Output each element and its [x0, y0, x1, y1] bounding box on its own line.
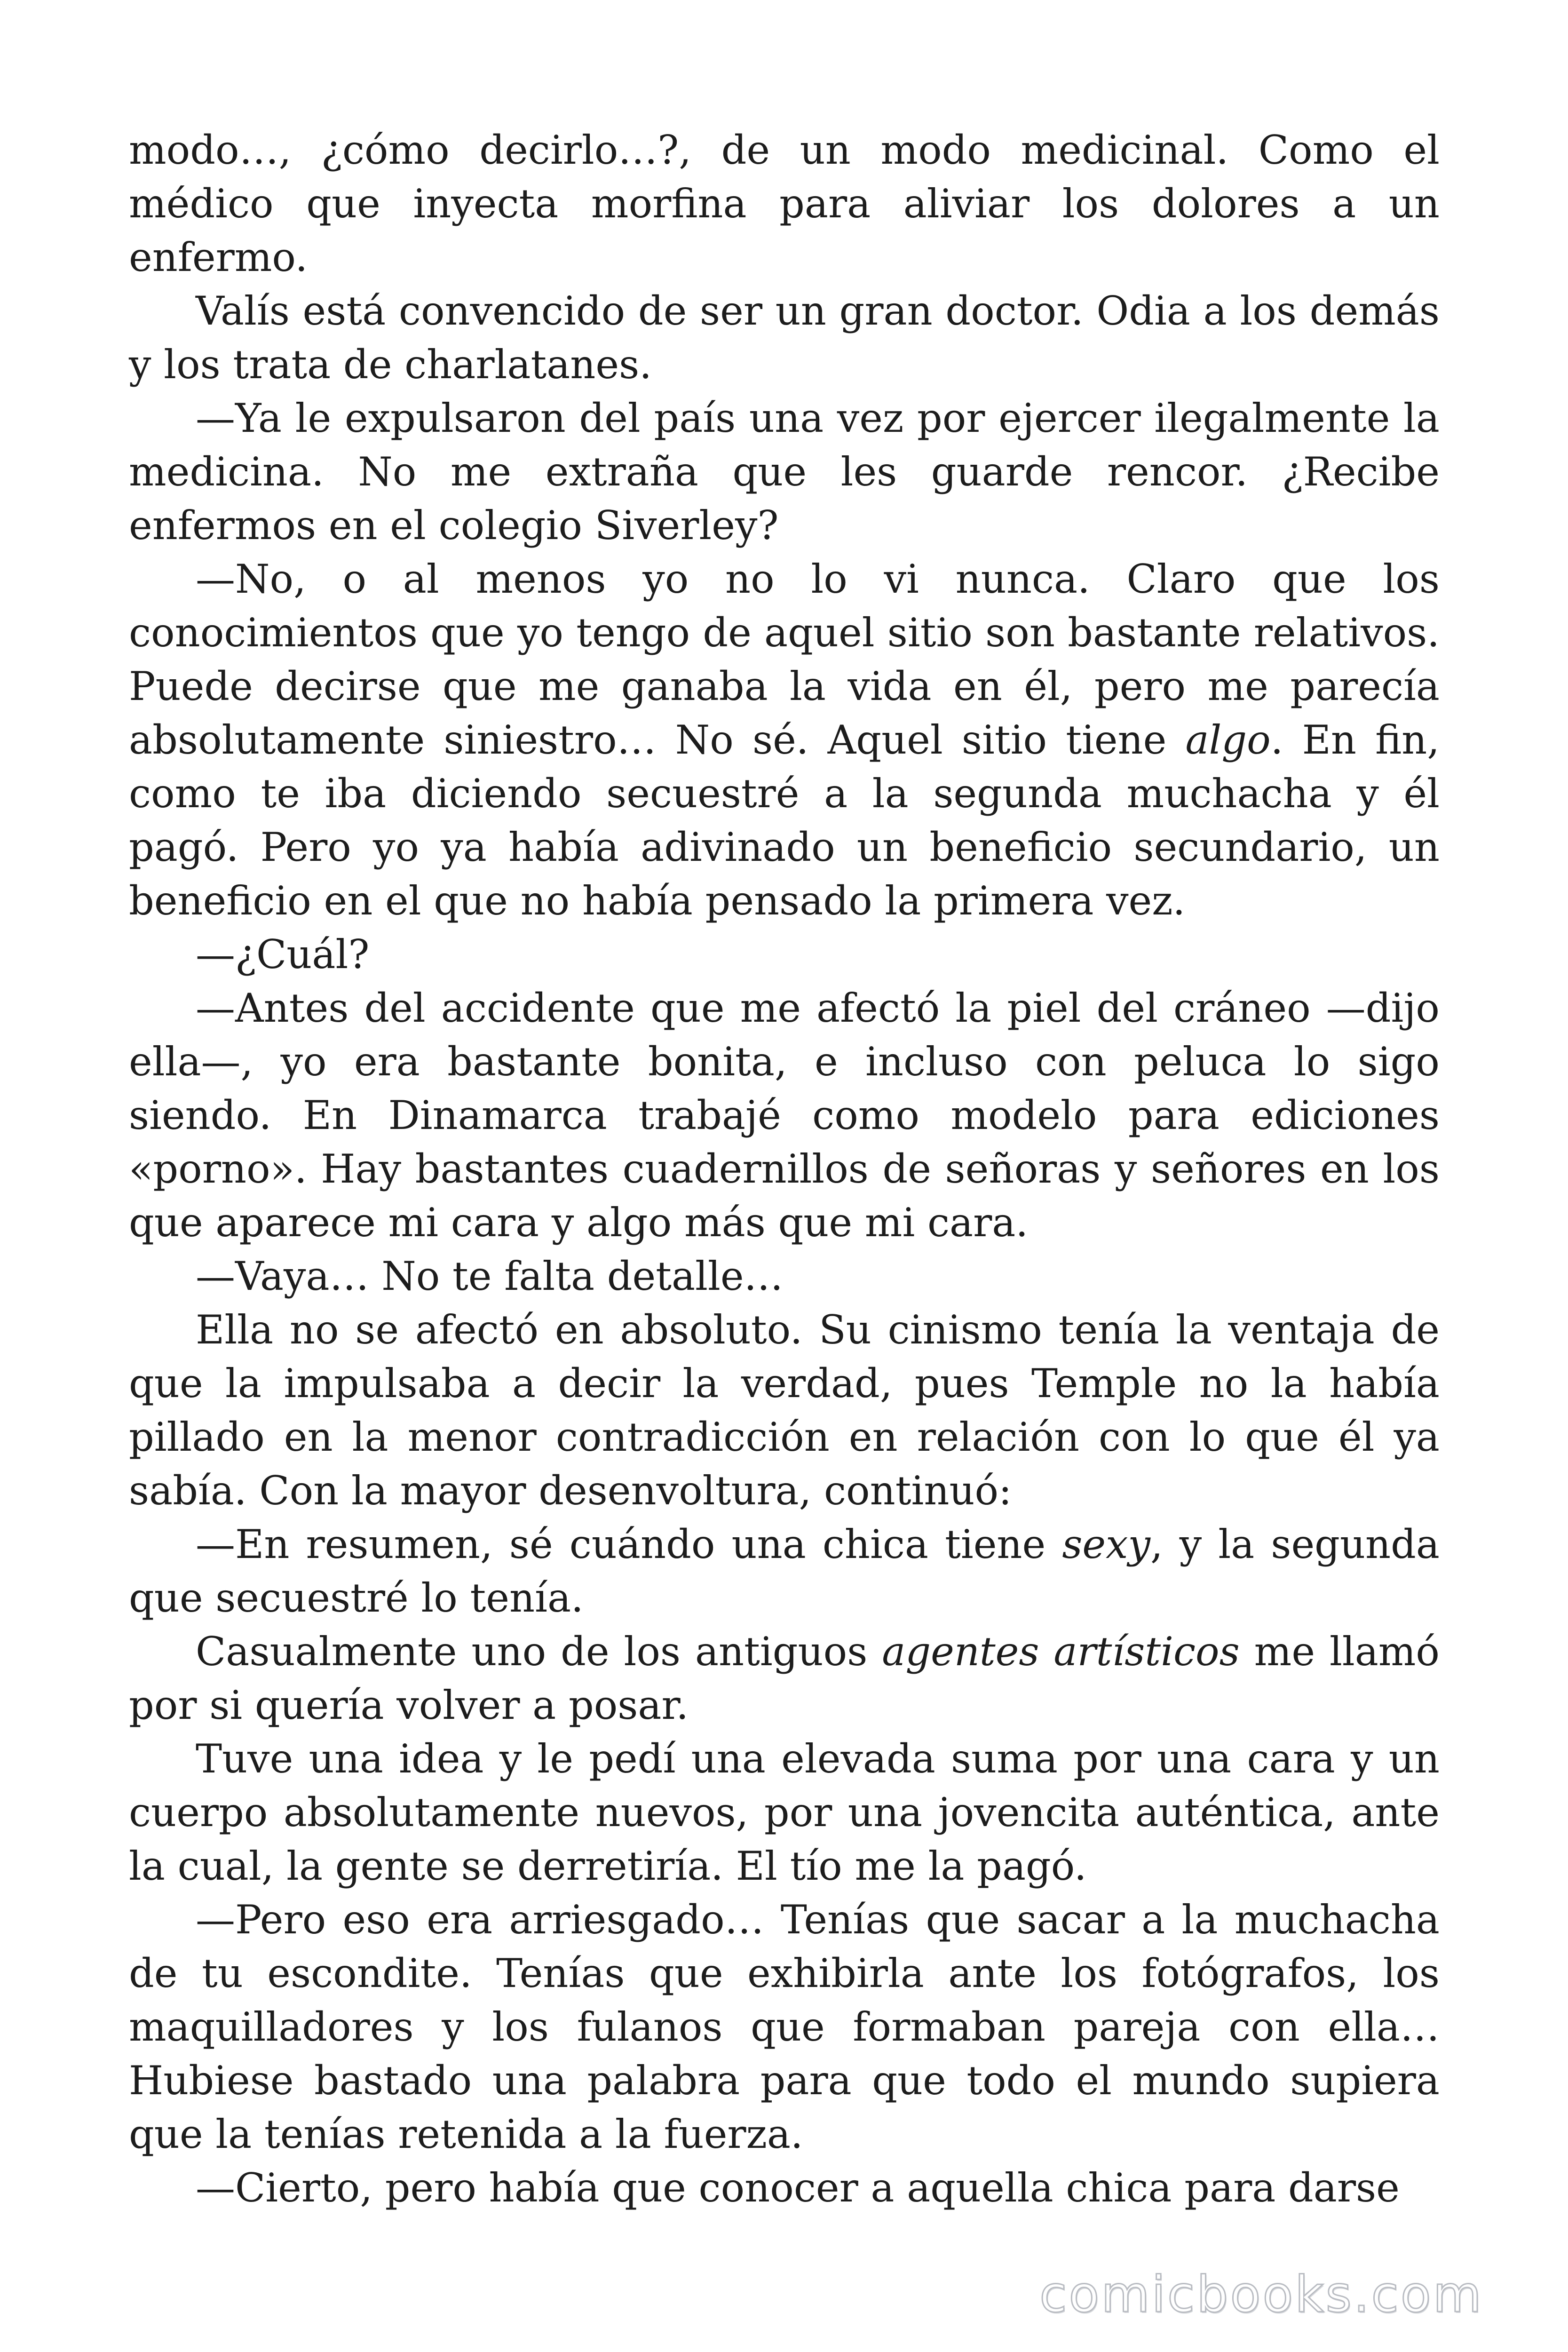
- text-run: Casualmente uno de los antiguos: [196, 1629, 882, 1675]
- text-run: —Cierto, pero había que conocer a aquella chica para darse: [196, 2165, 1400, 2211]
- paragraph: [129, 1732, 1440, 1893]
- text-run: —En resumen, sé cuándo una chica tiene: [196, 1521, 1062, 1567]
- text-run: —No, o al menos yo no lo vi nunca. Claro que los conocimientos que yo tengo de aquel sitio son bastante relativos. Puede decirse que me ganaba la vida en él, pero me parecía absolutamente siniestro… No sé. Aquel sitio tiene: [129, 556, 1440, 763]
- paragraph: [129, 123, 1440, 284]
- paragraph: [129, 1518, 1440, 1625]
- italic-text: agentes artísticos: [882, 1629, 1240, 1675]
- text-run: —Antes del accidente que me afectó la piel del cráneo —dijo ella—, yo era bastante bonita, e incluso con peluca lo sigo siendo. En Dinamarca trabajé como modelo para ediciones «porno». Hay bastantes cuadernillos de señoras y señores en los que aparece mi cara y algo más que mi cara.: [129, 985, 1440, 1246]
- text-run: —Vaya… No te falta detalle…: [196, 1253, 784, 1299]
- text-run: modo…, ¿cómo decirlo…?, de un modo medicinal. Como el médico que inyecta morfina para aliviar los dolores a un enfermo.: [129, 127, 1440, 280]
- paragraph: [129, 928, 1440, 981]
- text-run: , y la segunda que secuestré lo tenía.: [129, 1521, 1440, 1621]
- text-run: Valís está convencido de ser un gran doctor. Odia a los demás y los trata de charlatanes.: [129, 288, 1440, 388]
- text-run: Tuve una idea y le pedí una elevada suma por una cara y un cuerpo absolutamente nuevos, por una jovencita auténtica, ante la cual, la gente se derretiría. El tío me la pagó.: [129, 1736, 1440, 1889]
- paragraph: [129, 284, 1440, 391]
- text-run: —Pero eso era arriesgado… Tenías que sacar a la muchacha de tu escondite. Tenías que exhibirla ante los fotógrafos, los maquilladores y los fulanos que formaban pareja con ella… Hubiese bastado una palabra para que todo el mundo supiera que la tenías retenida a la fuerza.: [129, 1897, 1440, 2157]
- paragraph: [129, 552, 1440, 928]
- paragraph: [129, 1625, 1440, 1732]
- paragraph: [129, 981, 1440, 1249]
- italic-text: algo: [1185, 717, 1271, 763]
- paragraph: [129, 1249, 1440, 1303]
- paragraph: [129, 2161, 1440, 2215]
- paragraph: [129, 1893, 1440, 2161]
- text-run: me llamó por si quería volver a posar.: [129, 1629, 1440, 1728]
- paragraph: [129, 1303, 1440, 1518]
- text-run: —Ya le expulsaron del país una vez por ejercer ilegalmente la medicina. No me extraña que les guarde rencor. ¿Recibe enfermos en el colegio Siverley?: [129, 395, 1440, 548]
- text-run: . En fin, como te iba diciendo secuestré a la segunda muchacha y él pagó. Pero yo ya había adivinado un beneficio secundario, un beneficio en el que no había pensado la primera vez.: [129, 717, 1440, 924]
- body-text: [129, 123, 1440, 2215]
- text-run: Ella no se afectó en absoluto. Su cinismo tenía la ventaja de que la impulsaba a decir la verdad, pues Temple no la había pillado en la menor contradicción en relación con lo que él ya sabía. Con la mayor desenvoltura, continuó:: [129, 1307, 1440, 1514]
- paragraph: [129, 391, 1440, 552]
- text-run: —¿Cuál?: [196, 931, 370, 977]
- italic-text: sexy: [1062, 1521, 1150, 1567]
- watermark: comicbooks.com: [1039, 2265, 1483, 2323]
